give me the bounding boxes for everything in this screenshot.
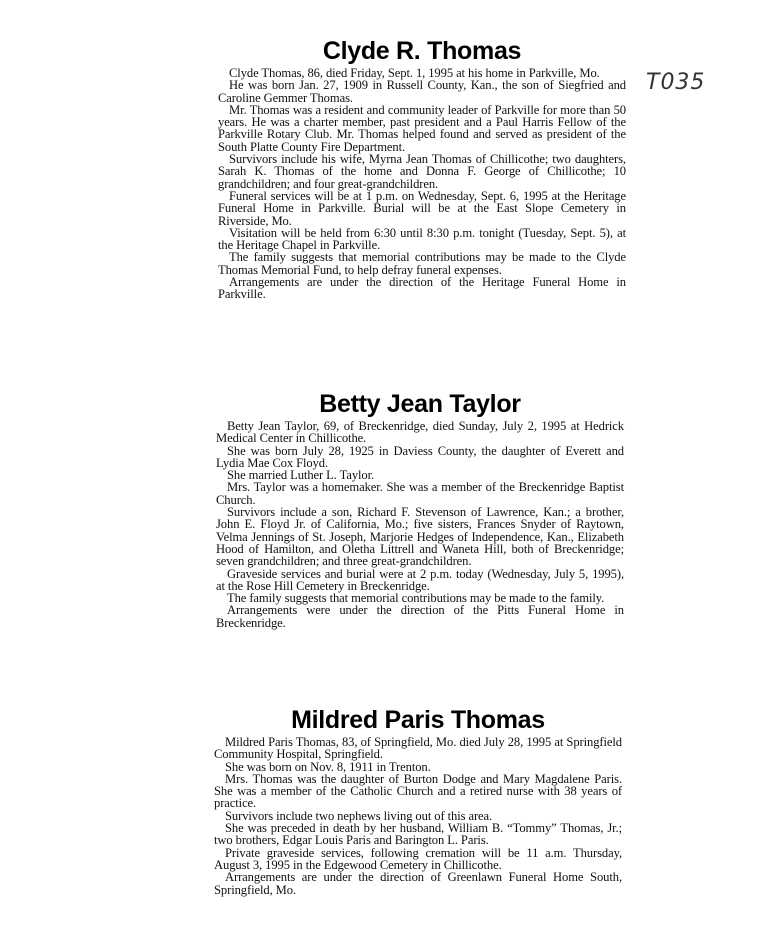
- obituary-paragraph: She was preceded in death by her husband, William B. “Tommy” Thomas, Jr.; two brothers, Edgar Louis Paris and Barington L. Paris.: [214, 821, 622, 848]
- obituary-paragraph: The family suggests that memorial contributions may be made to the Clyde Thomas Memorial Fund, to help defray funeral expenses.: [218, 250, 626, 277]
- obituary-paragraph: Survivors include a son, Richard F. Stevenson of Lawrence, Kan.; a brother, John E. Floyd Jr. of California, Mo.; five sisters, Frances Snyder of Raytown, Velma Jennings of St. Joseph, Marjorie Hedges of Independence, Kan., Elizabeth Hood of Hamilton, and Oletha Littrell and Waneta Hill, both of Breckenridge; seven grandchildren; and three great-grandchildren.: [216, 505, 624, 569]
- obituary-paragraph: Mildred Paris Thomas, 83, of Springfield, Mo. died July 28, 1995 at Springfield Community Hospital, Springfield.: [214, 735, 622, 762]
- obituary-mildred-thomas: [214, 706, 622, 896]
- obituary-clyde-thomas: [218, 37, 626, 301]
- obituary-paragraph: Arrangements were under the direction of the Pitts Funeral Home in Breckenridge.: [216, 603, 624, 630]
- obituary-paragraph: She married Luther L. Taylor.: [227, 468, 375, 483]
- obituary-paragraph: She was born July 28, 1925 in Daviess County, the daughter of Everett and Lydia Mae Cox Floyd.: [216, 443, 624, 470]
- obituary-paragraph: Mrs. Taylor was a homemaker. She was a member of the Breckenridge Baptist Church.: [216, 480, 624, 507]
- obituary-title: Mildred Paris Thomas: [291, 706, 545, 734]
- obituary-title: Betty Jean Taylor: [319, 390, 521, 418]
- obituary-paragraph: Graveside services and burial were at 2 p.m. today (Wednesday, July 5, 1995), at the Rose Hill Cemetery in Breckenridge.: [216, 566, 624, 593]
- obituary-paragraph: Betty Jean Taylor, 69, of Breckenridge, died Sunday, July 2, 1995 at Hedrick Medical Center in Chillicothe.: [216, 419, 624, 446]
- obituary-title: Clyde R. Thomas: [322, 37, 522, 65]
- obituary-betty-taylor: [216, 390, 624, 629]
- obituary-paragraph: Arrangements are under the direction of the Heritage Funeral Home in Parkville.: [218, 275, 626, 302]
- obituary-paragraph: Funeral services will be at 1 p.m. on Wednesday, Sept. 6, 1995 at the Heritage Funeral Home in Parkville. Burial will be at the East Slope Cemetery in Riverside, Mo.: [218, 188, 626, 228]
- obituary-paragraph: Mrs. Thomas was the daughter of Burton Dodge and Mary Magdalene Paris. She was a member of the Catholic Church and a retired nurse with 38 years of practice.: [214, 771, 622, 811]
- obituary-paragraph: Mr. Thomas was a resident and community leader of Parkville for more than 50 years. He was a charter member, past president and a Paul Harris Fellow of the Parkville Rotary Club. Mr. Thomas helped found and served as president of the South Platte County Fire Department.: [218, 102, 626, 154]
- obituary-paragraph: She was born on Nov. 8, 1911 in Trenton.: [225, 759, 431, 774]
- obituary-paragraph: Survivors include his wife, Myrna Jean Thomas of Chillicothe; two daughters, Sarah K. Thomas of the home and Donna F. George of Chillicothe; 10 grandchildren; and four great-grandchildren.: [218, 152, 626, 191]
- obituary-paragraph: Clyde Thomas, 86, died Friday, Sept. 1, 1995 at his home in Parkville, Mo.: [229, 66, 600, 80]
- obituary-paragraph: The family suggests that memorial contributions may be made to the family.: [227, 591, 605, 606]
- obituary-paragraph: Private graveside services, following cremation will be 11 a.m. Thursday, August 3, 1995 in the Edgewood Cemetery in Chillicothe.: [214, 845, 622, 872]
- handwritten-reference-mark: T035: [646, 70, 706, 95]
- obituary-paragraph: Survivors include two nephews living out of this area.: [225, 808, 493, 823]
- obituary-paragraph: Visitation will be held from 6:30 until 8:30 p.m. tonight (Tuesday, Sept. 5), at the Heritage Chapel in Parkville.: [218, 225, 626, 253]
- obituary-paragraph: He was born Jan. 27, 1909 in Russell County, Kan., the son of Siegfried and Caroline Gemmer Thomas.: [218, 78, 626, 105]
- obituary-paragraph: Arrangements are under the direction of Greenlawn Funeral Home South, Springfield, Mo.: [214, 870, 622, 897]
